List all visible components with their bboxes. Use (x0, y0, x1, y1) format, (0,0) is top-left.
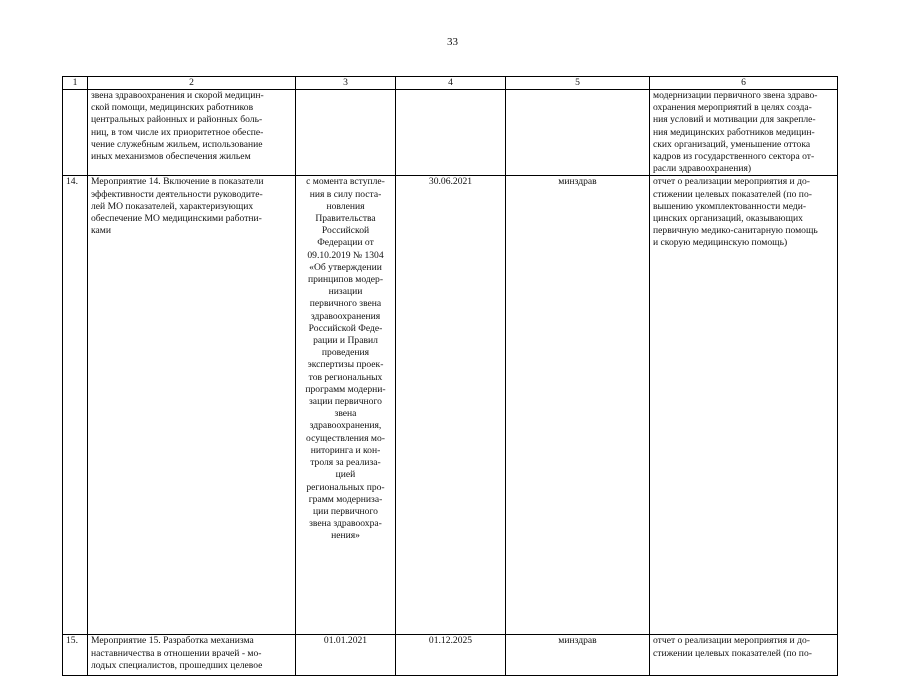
column-header: 2 (88, 77, 296, 90)
table-row (63, 176, 838, 635)
column-header: 3 (296, 77, 396, 90)
header-row (63, 77, 838, 90)
start-date-cell: 01.12.2025 (396, 635, 506, 676)
start-date-cell: 30.06.2021 (396, 176, 506, 635)
column-header: 1 (63, 77, 88, 90)
responsible-cell: минздрав (506, 176, 650, 635)
plan-table (62, 76, 838, 676)
basis-cell: 01.01.2021 (296, 635, 396, 676)
page-number: 33 (447, 36, 458, 48)
activity-cell: звена здравоохранения и скорой медицин- ской помощи, медицинских работников центральных районных и районных боль- ниц, в том числе их приоритетное обеспе- чение служебным жильем, использование иных механизмов обеспечения жильем (88, 90, 296, 176)
row-number: 14. (63, 176, 88, 635)
responsible-cell: минздрав (506, 635, 650, 676)
activity-cell: Мероприятие 15. Разработка механизма наставничества в отношении врачей - мо- лодых специалистов, прошедших целевое (88, 635, 296, 676)
column-header: 6 (650, 77, 838, 90)
result-cell: отчет о реализации мероприятия и до- стижении целевых показателей (по по- вышению укомплектованности меди- цинских организаций, оказывающих первичную медико-санитарную помощь и скорую медицинскую помощь) (650, 176, 838, 635)
basis-cell: с момента вступле- ния в силу поста- новления Правительства Российской Федерации от 09.10.2019 № 1304 «Об утверждении принципов модер- низации первичного звена здравоохранения Российской Феде- рации и Правил проведения экспертизы проек- тов региональных программ модерни- зации первичного звена здравоохранения, осуществления мо- ниторинга и кон- троля за реализа- цией региональных про- грамм модерниза- ции первичного звена здравоохра- нения» (296, 176, 396, 635)
responsible-cell (506, 90, 650, 176)
activity-cell: Мероприятие 14. Включение в показатели эффективности деятельности руководите- лей МО показателей, характеризующих обеспечение МО медицинскими работни- ками (88, 176, 296, 635)
row-number (63, 90, 88, 176)
basis-cell (296, 90, 396, 176)
column-header: 5 (506, 77, 650, 90)
start-date-cell (396, 90, 506, 176)
result-cell: отчет о реализации мероприятия и до- стижении целевых показателей (по по- (650, 635, 838, 676)
table-row (63, 635, 838, 676)
table-row (63, 90, 838, 176)
row-number: 15. (63, 635, 88, 676)
column-header: 4 (396, 77, 506, 90)
result-cell: модернизации первичного звена здраво- охранения мероприятий в целях созда- ния условий и мотивации для закрепле- ния медицинских работников медицин- ских организаций, уменьшение оттока кадров из государственного сектора от- расли здравоохранения) (650, 90, 838, 176)
